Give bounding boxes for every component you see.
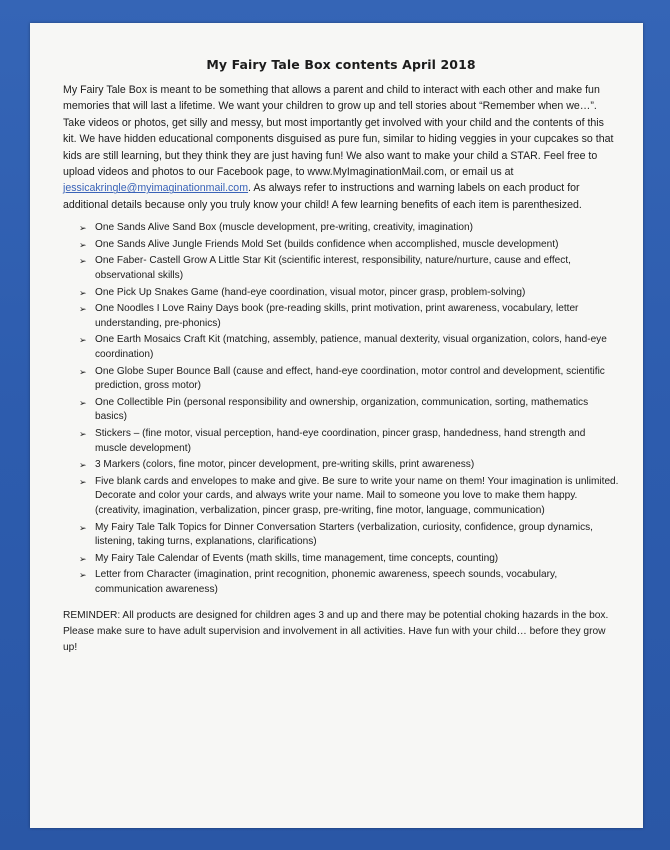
list-item-text: Letter from Character (imagination, print recognition, phonemic awareness, speech sounds, vocabulary, communication awareness) bbox=[95, 569, 558, 595]
list-item-text: One Collectible Pin (personal responsibility and ownership, organization, communication, sorting, mathematics basics) bbox=[95, 396, 589, 423]
intro-text-before-email: My Fairy Tale Box is meant to be something that allows a parent and child to interact with each other and make fun memories that will last a lifetime. We want your children to grow up and tell stories about “Remember when we…”. Take videos or photos, get silly and messy, but most importantly get involved with your child and the contents of this kit. We have hidden educational components disguised as pure fun, similar to hiding veggies in your cupcakes so that kids are still learning, but they think they are just having fun! We also want to make your child a STAR. Feel free to upload videos and photos to our Facebook page, to www.MyImaginationMail.com, or email us at bbox=[63, 84, 614, 179]
paper-sheet bbox=[30, 23, 643, 828]
arrow-bullet-icon: ➢ bbox=[79, 428, 87, 439]
list-item bbox=[79, 396, 619, 425]
list-item bbox=[79, 365, 619, 394]
list-item-text: 3 Markers (colors, fine motor, pincer development, pre-writing skills, print awareness) bbox=[95, 459, 475, 471]
list-item bbox=[79, 427, 619, 456]
list-item-text: My Fairy Tale Talk Topics for Dinner Conversation Starters (verbalization, curiosity, confidence, group dynamics, listening, taking turns, explanations, clarifications) bbox=[95, 521, 593, 548]
list-item-text: One Noodles I Love Rainy Days book (pre-reading skills, print motivation, print awareness, vocabulary, letter understanding, pre-phonics) bbox=[95, 303, 579, 329]
list-item bbox=[79, 238, 619, 253]
arrow-bullet-icon: ➢ bbox=[79, 522, 87, 533]
arrow-bullet-icon: ➢ bbox=[79, 223, 87, 234]
list-item bbox=[79, 521, 619, 550]
arrow-bullet-icon: ➢ bbox=[79, 553, 87, 564]
arrow-bullet-icon: ➢ bbox=[79, 570, 87, 581]
list-item bbox=[79, 568, 619, 597]
list-item bbox=[79, 475, 619, 519]
arrow-bullet-icon: ➢ bbox=[79, 335, 87, 346]
list-item bbox=[79, 254, 619, 283]
intro-text-after-email: . As always refer to instructions and warning labels on each product for additional details because only you truly know your child! A few learning benefits of each item is parenthesized. bbox=[63, 182, 582, 211]
arrow-bullet-icon: ➢ bbox=[79, 256, 87, 267]
list-item bbox=[79, 458, 619, 473]
email-link[interactable]: jessicakringle@myimaginationmail.com bbox=[63, 182, 249, 195]
intro-paragraph bbox=[63, 82, 619, 213]
list-item-text: Five blank cards and envelopes to make and give. Be sure to write your name on them! Your imagination is unlimited. Decorate and color your cards, and always write your name. Mail to someone you love to make them happy. (creativity, imagination, verbalization, pincer grasp, pre-writing, fine motor, language, communication) bbox=[95, 475, 619, 516]
list-item-text: My Fairy Tale Calendar of Events (math skills, time management, time concepts, counting) bbox=[95, 552, 499, 564]
list-item-text: One Globe Super Bounce Ball (cause and effect, hand-eye coordination, motor control and development, scientific prediction, gross motor) bbox=[95, 365, 605, 392]
list-item-text: Stickers – (fine motor, visual perception, hand-eye coordination, pincer grasp, handedness, hand strength and muscle development) bbox=[95, 427, 586, 454]
list-item-text: One Earth Mosaics Craft Kit (matching, assembly, patience, manual dexterity, visual organization, colors, hand-eye coordination) bbox=[95, 334, 607, 360]
arrow-bullet-icon: ➢ bbox=[79, 460, 87, 471]
contents-list bbox=[63, 221, 619, 597]
arrow-bullet-icon: ➢ bbox=[79, 476, 87, 487]
arrow-bullet-icon: ➢ bbox=[79, 239, 87, 250]
arrow-bullet-icon: ➢ bbox=[79, 366, 87, 377]
list-item bbox=[79, 552, 619, 567]
arrow-bullet-icon: ➢ bbox=[79, 304, 87, 315]
document-title: My Fairy Tale Box contents April 2018 bbox=[206, 57, 476, 72]
list-item bbox=[79, 333, 619, 362]
list-item bbox=[79, 286, 619, 301]
list-item-text: One Sands Alive Sand Box (muscle development, pre-writing, creativity, imagination) bbox=[95, 222, 473, 234]
list-item-text: One Sands Alive Jungle Friends Mold Set (builds confidence when accomplished, muscle development) bbox=[95, 238, 559, 250]
arrow-bullet-icon: ➢ bbox=[79, 287, 87, 298]
list-item-text: One Faber- Castell Grow A Little Star Kit (scientific interest, responsibility, nature/nurture, cause and effect, observational skills) bbox=[95, 255, 571, 282]
list-item bbox=[79, 302, 619, 331]
reminder-paragraph: REMINDER: All products are designed for children ages 3 and up and there may be potential choking hazards in the box. Please make sure to have adult supervision and involvement in all activities. Have fun with your child… before they grow up! bbox=[63, 609, 609, 654]
list-item-text: One Pick Up Snakes Game (hand-eye coordination, visual motor, pincer grasp, problem-solving) bbox=[95, 286, 526, 298]
arrow-bullet-icon: ➢ bbox=[79, 397, 87, 408]
list-item bbox=[79, 221, 619, 236]
